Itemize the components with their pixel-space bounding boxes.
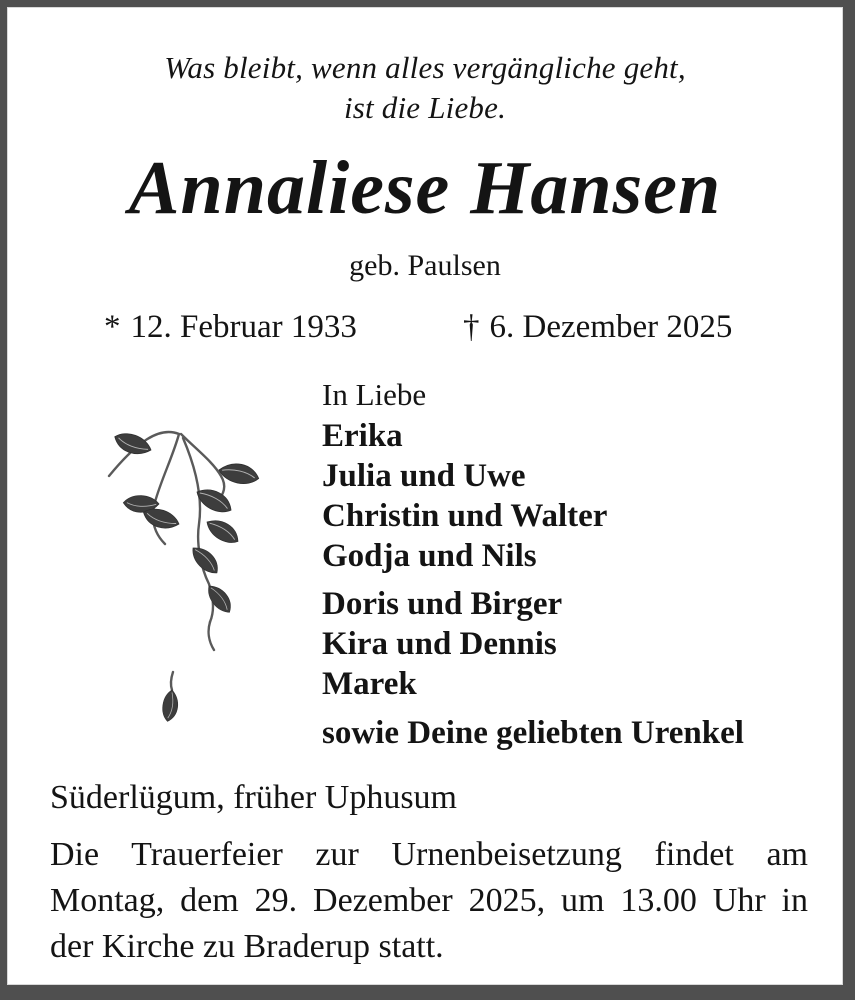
birth-date-line	[104, 306, 357, 348]
mourner: Kira und Dennis	[322, 626, 557, 662]
death-cross-symbol: †	[463, 309, 480, 345]
death-date-line	[463, 306, 732, 348]
mourners-list	[322, 416, 744, 753]
birth-star-symbol: *	[104, 309, 121, 345]
service-line-1: Die Trauerfeier zur Urnenbeisetzung findet am	[50, 836, 808, 873]
mourner: Godja und Nils	[322, 538, 537, 574]
mourner: Erika	[322, 418, 403, 454]
service-line-2: Montag, dem 29. Dezember 2025, um 13.00 Uhr in	[50, 882, 808, 919]
service-announcement	[50, 832, 808, 970]
mourners-group-2	[322, 584, 744, 704]
notice-content-area	[7, 7, 843, 985]
mourner: Marek	[322, 666, 417, 702]
mourners-closing: sowie Deine geliebten Urenkel	[322, 715, 744, 751]
deceased-name: Annaliese Hansen	[128, 146, 722, 230]
epigraph	[8, 48, 842, 128]
salutation: In Liebe	[322, 377, 427, 412]
mourner: Julia und Uwe	[322, 458, 526, 494]
birth-date: 12. Februar 1933	[130, 309, 357, 345]
branch-illustration	[93, 420, 333, 755]
branch-with-leaves-drawing	[93, 420, 333, 755]
epigraph-line-1: Was bleibt, wenn alles vergängliche geht,	[164, 50, 686, 85]
residence-line: Süderlügum, früher Uphusum	[50, 779, 458, 816]
mourner: Christin und Walter	[322, 498, 608, 534]
mourners-group-1	[322, 416, 744, 576]
death-date: 6. Dezember 2025	[489, 309, 733, 345]
maiden-name: geb. Paulsen	[349, 249, 501, 282]
service-line-3: der Kirche zu Braderup statt.	[50, 928, 444, 965]
epigraph-line-2: ist die Liebe.	[343, 90, 507, 125]
mourner: Doris und Birger	[322, 586, 563, 622]
